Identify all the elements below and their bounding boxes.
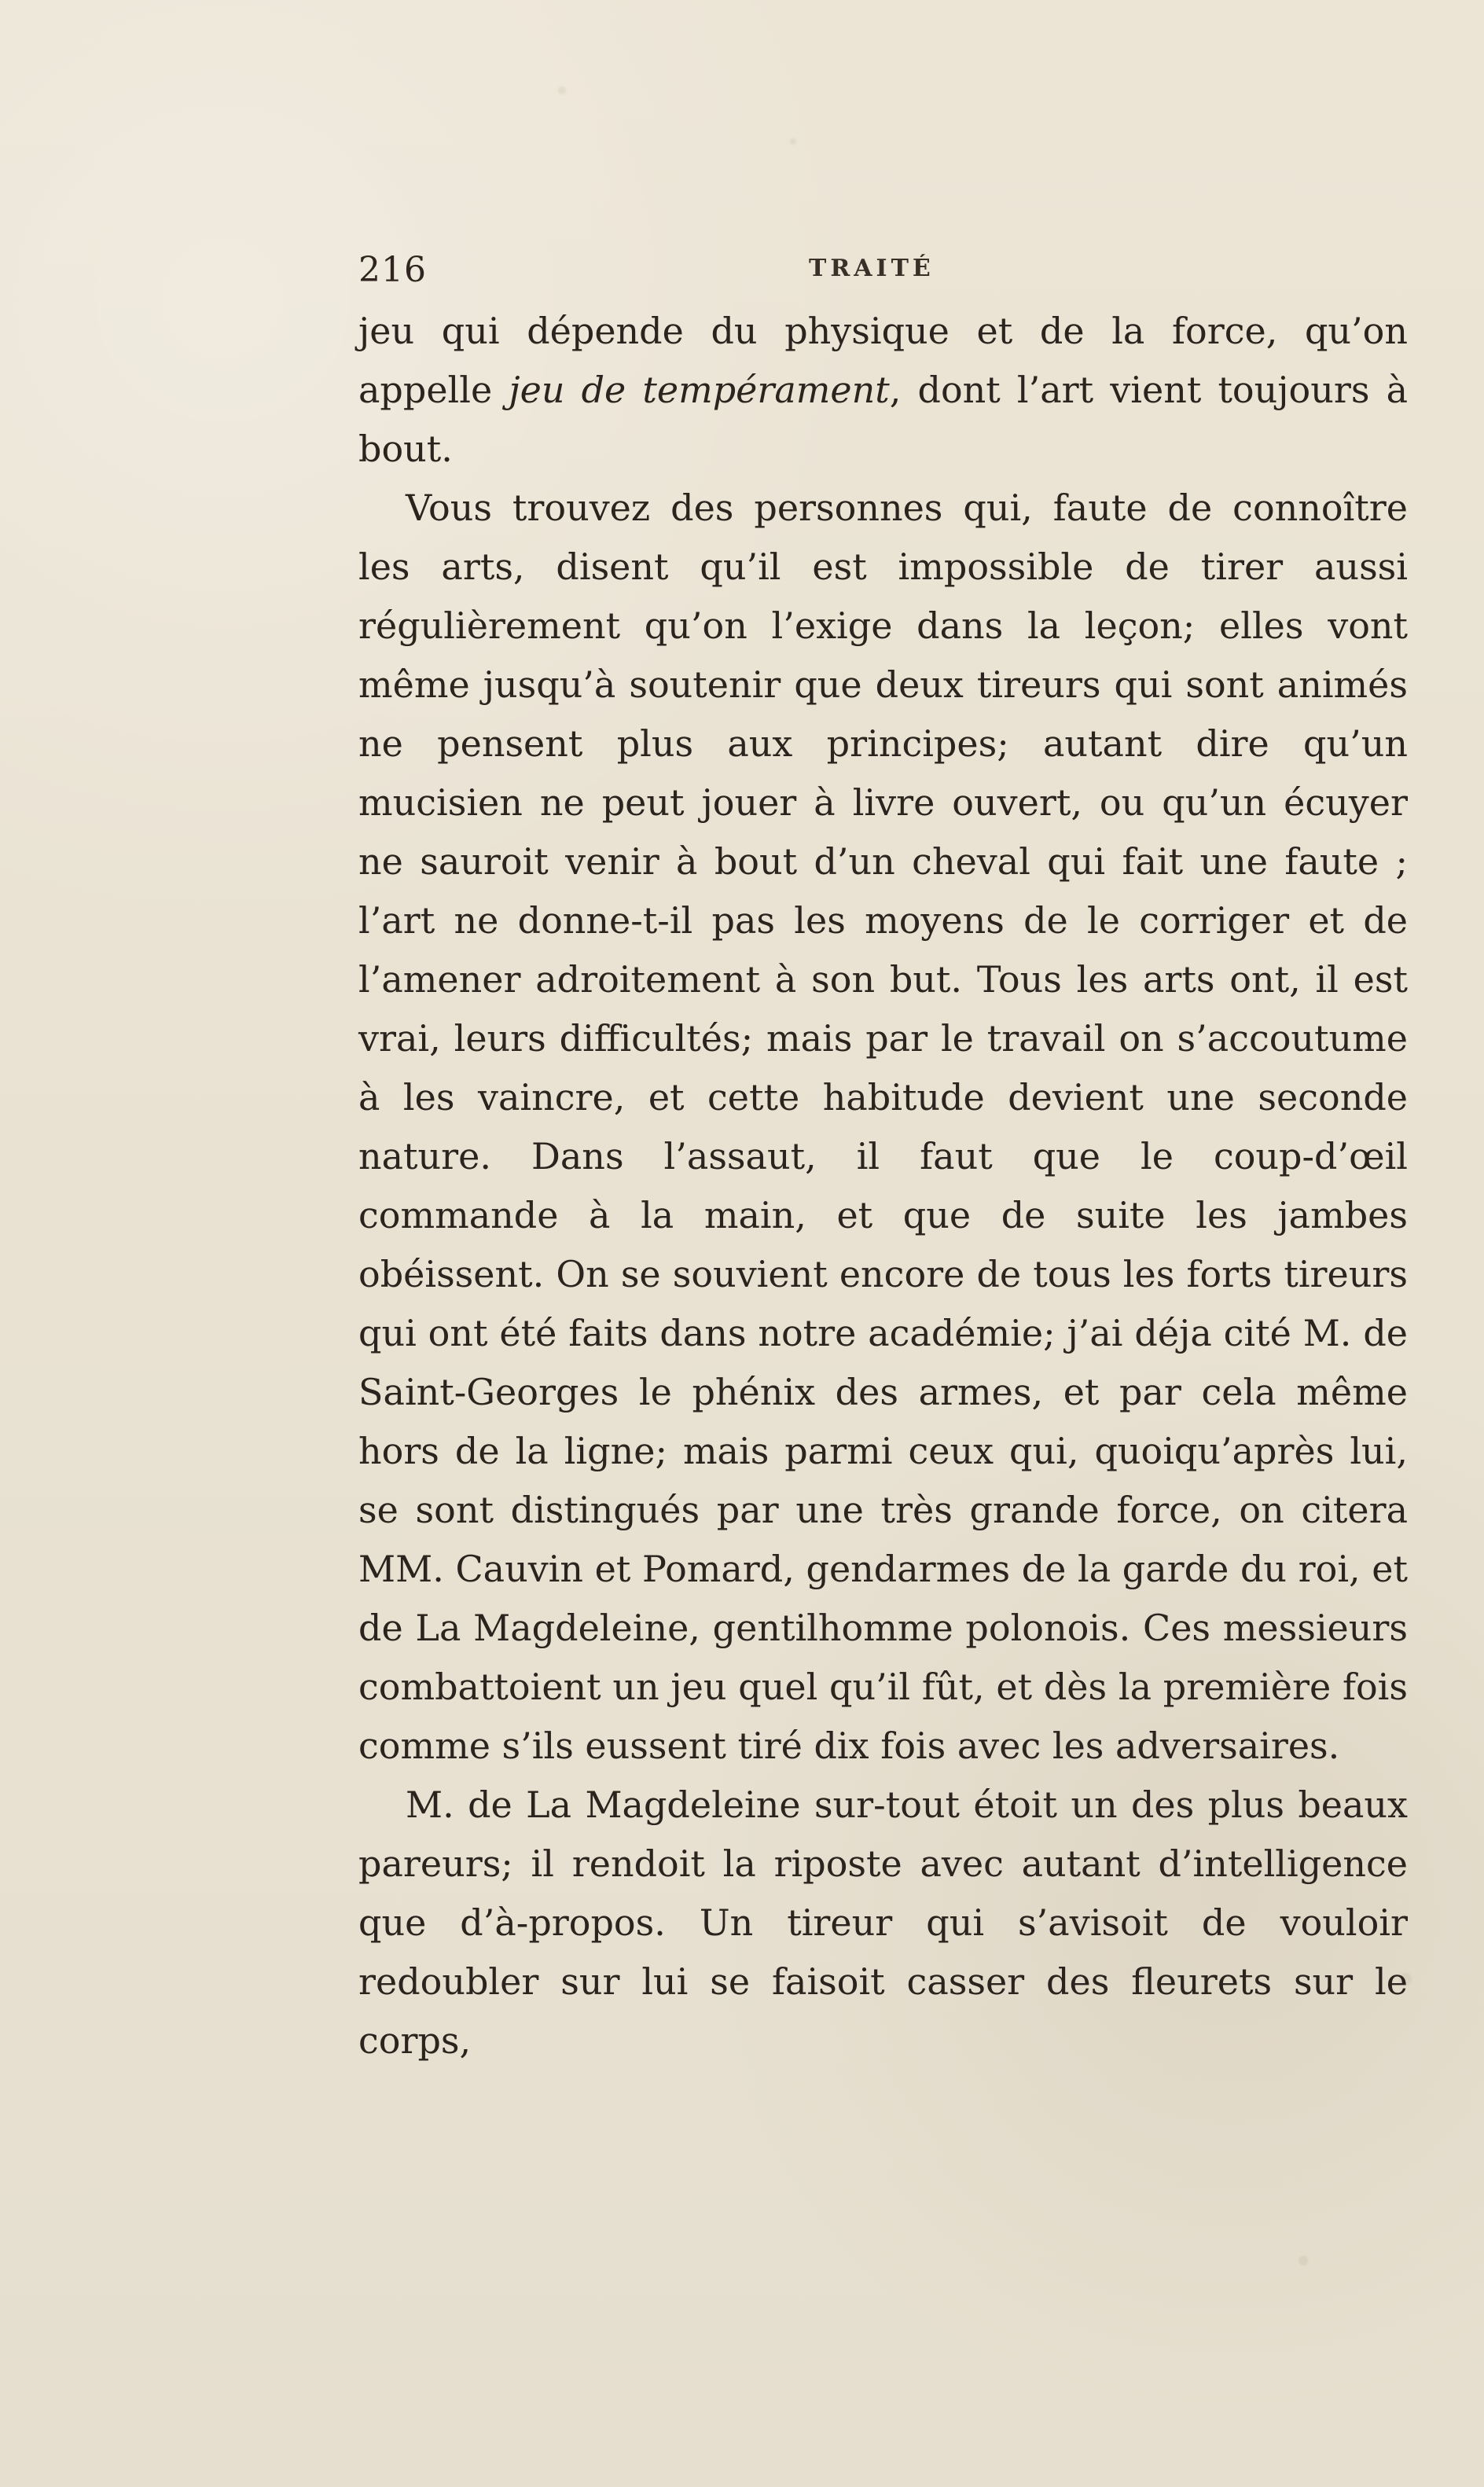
paragraph-1-italic-term: jeu de tempérament [509,369,890,411]
page-content [358,250,1408,2070]
page-number: 216 [358,250,427,290]
paper-stain [790,138,796,145]
body-text [358,302,1408,2070]
paper-stain [1298,2256,1308,2265]
paragraph-1-text-start: jeu qui dépende du physique et de la force, qu’on appelle [358,310,1408,411]
paragraph-1 [358,302,1408,479]
running-head [358,250,1408,291]
paragraph-1-text-end: , dont l’art vient toujours à bout. [358,369,1408,470]
running-title: TRAITÉ [809,255,935,282]
paragraph-3: M. de La Magdeleine sur-tout étoit un des plus beaux pareurs; il rendoit la riposte avec autant d’intelligence que d’à-propos. Un tireur qui s’avisoit de vouloir redoubler sur lui se faisoit casser des fleurets sur le corps, [358,1784,1408,2062]
paragraph-2: Vous trouvez des personnes qui, faute de connoître les arts, disent qu’il est impossible de tirer aussi régulièrement qu’on l’exige dans la leçon; elles vont même jusqu’à soutenir que deux tireurs qui sont animés ne pensent plus aux principes; autant dire qu’un mucisien ne peut jouer à livre ouvert, ou qu’un écuyer ne sauroit venir à bout d’un cheval qui fait une faute ; l’art ne donne-t-il pas les moyens de le corriger et de l’amener adroitement à son but. Tous les arts ont, il est vrai, leurs difficultés; mais par le travail on s’accoutume à les vaincre, et cette habitude devient une seconde nature. Dans l’assaut, il faut que le coup-d’œil commande à la main, et que de suite les jambes obéissent. On se souvient encore de tous les forts tireurs qui ont été faits dans notre académie; j’ai déja cité M. de Saint-Georges le phénix des armes, et par cela même hors de la ligne; mais parmi ceux qui, quoiqu’après lui, se sont distingués par une très grande force, on citera MM. Cauvin et Pomard, gendarmes de la garde du roi, et de La Magdeleine, gentilhomme polonois. Ces messieurs combattoient un jeu quel qu’il fût, et dès la première fois comme s’ils eussent tiré dix fois avec les adversaires. [358,487,1408,1767]
paper-stain [558,86,566,94]
